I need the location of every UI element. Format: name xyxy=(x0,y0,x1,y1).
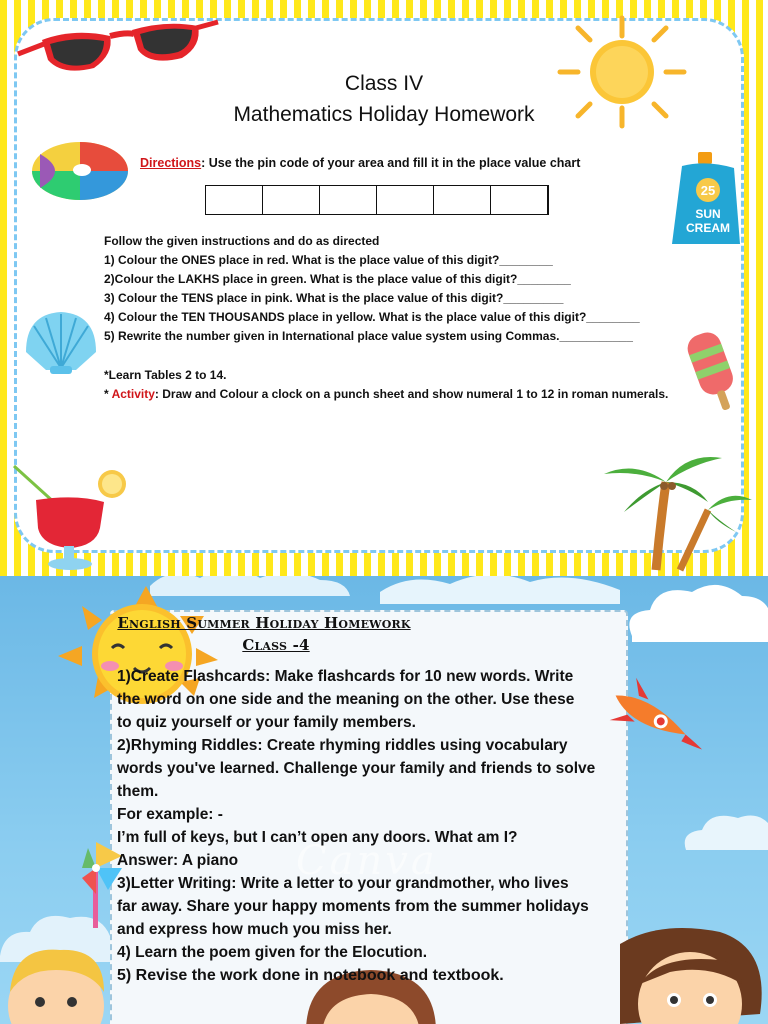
english-line: 2)Rhyming Riddles: Create rhyming riddles using vocabulary xyxy=(117,737,568,754)
english-class-heading: Class -4 xyxy=(242,636,310,654)
directions-body: : Use the pin code of your area and fill it in the place value chart xyxy=(201,156,581,170)
canva-watermark: Canva xyxy=(296,838,438,884)
place-value-chart xyxy=(205,185,549,215)
english-line: I’m full of keys, but I can’t open any doors. What am I? xyxy=(117,829,518,846)
english-line: 3)Letter Writing: Write a letter to your grandmother, who lives xyxy=(117,875,569,892)
instruction-item-1: 1) Colour the ONES place in red. What is the place value of this digit?________ xyxy=(104,253,553,267)
english-line: Answer: A piano xyxy=(117,852,239,869)
place-value-cell[interactable] xyxy=(377,186,434,215)
english-line: For example: - xyxy=(117,806,223,823)
activity-body: : Draw and Colour a clock on a punch sheet and show numeral 1 to 12 in roman numerals. xyxy=(154,387,669,401)
sunglasses-icon xyxy=(14,14,224,74)
page-title-subject: Mathematics Holiday Homework xyxy=(233,103,535,126)
page-title-class: Class IV xyxy=(344,72,424,95)
rocket-icon xyxy=(598,682,718,762)
english-line: 5) Revise the work done in notebook and textbook. xyxy=(117,967,504,984)
seashell-icon xyxy=(20,308,102,378)
ice-lolly-icon xyxy=(676,326,750,416)
sunscreen-label-2: CREAM xyxy=(686,221,730,235)
child-face-icon xyxy=(0,936,110,1024)
english-line: 1)Create Flashcards: Make flashcards for 10 new words. Write xyxy=(117,668,574,685)
activity-prefix: * xyxy=(104,387,112,401)
beach-ball-icon xyxy=(30,140,130,202)
activity-label: Activity xyxy=(111,387,155,401)
learn-tables-text: *Learn Tables 2 to 14. xyxy=(104,368,227,382)
english-line: to quiz yourself or your family members. xyxy=(117,714,416,731)
place-value-cell[interactable] xyxy=(491,186,549,215)
english-line: the word on one side and the meaning on the other. Use these xyxy=(117,691,575,708)
instruction-item-3: 3) Colour the TENS place in pink. What is the place value of this digit?_________ xyxy=(104,291,564,305)
place-value-cell[interactable] xyxy=(434,186,491,215)
english-line: 4) Learn the poem given for the Elocution. xyxy=(117,944,428,961)
sunscreen-number: 25 xyxy=(700,183,716,198)
instruction-item-5: 5) Rewrite the number given in International place value system using Commas.___________ xyxy=(104,329,633,343)
sunscreen-bottle-icon xyxy=(668,152,746,244)
child-face-icon xyxy=(600,924,768,1024)
english-heading: English Summer Holiday Homework xyxy=(117,614,411,632)
cloud-icon xyxy=(680,806,768,856)
activity-text xyxy=(104,387,668,401)
cocktail-glass-icon xyxy=(10,458,150,574)
place-value-cell[interactable] xyxy=(263,186,320,215)
english-homework-page xyxy=(0,576,768,1024)
sunscreen-label-1: SUN xyxy=(695,207,721,221)
instruction-item-4: 4) Colour the TEN THOUSANDS place in yellow. What is the place value of this digit?________ xyxy=(104,310,640,324)
english-line: far away. Share your happy moments from the summer holidays xyxy=(117,898,589,915)
english-line: words you've learned. Challenge your family and friends to solve xyxy=(117,760,596,777)
palm-tree-icon xyxy=(596,446,756,572)
cloud-icon xyxy=(380,576,620,610)
instruction-intro: Follow the given instructions and do as directed xyxy=(104,234,380,248)
english-line: them. xyxy=(117,783,159,800)
english-line: and express how much you miss her. xyxy=(117,921,392,938)
place-value-cell[interactable] xyxy=(320,186,377,215)
directions-text xyxy=(140,156,580,170)
directions-label: Directions xyxy=(140,156,202,170)
place-value-cell[interactable] xyxy=(206,186,263,215)
instruction-item-2: 2)Colour the LAKHS place in green. What is the place value of this digit?________ xyxy=(104,272,571,286)
